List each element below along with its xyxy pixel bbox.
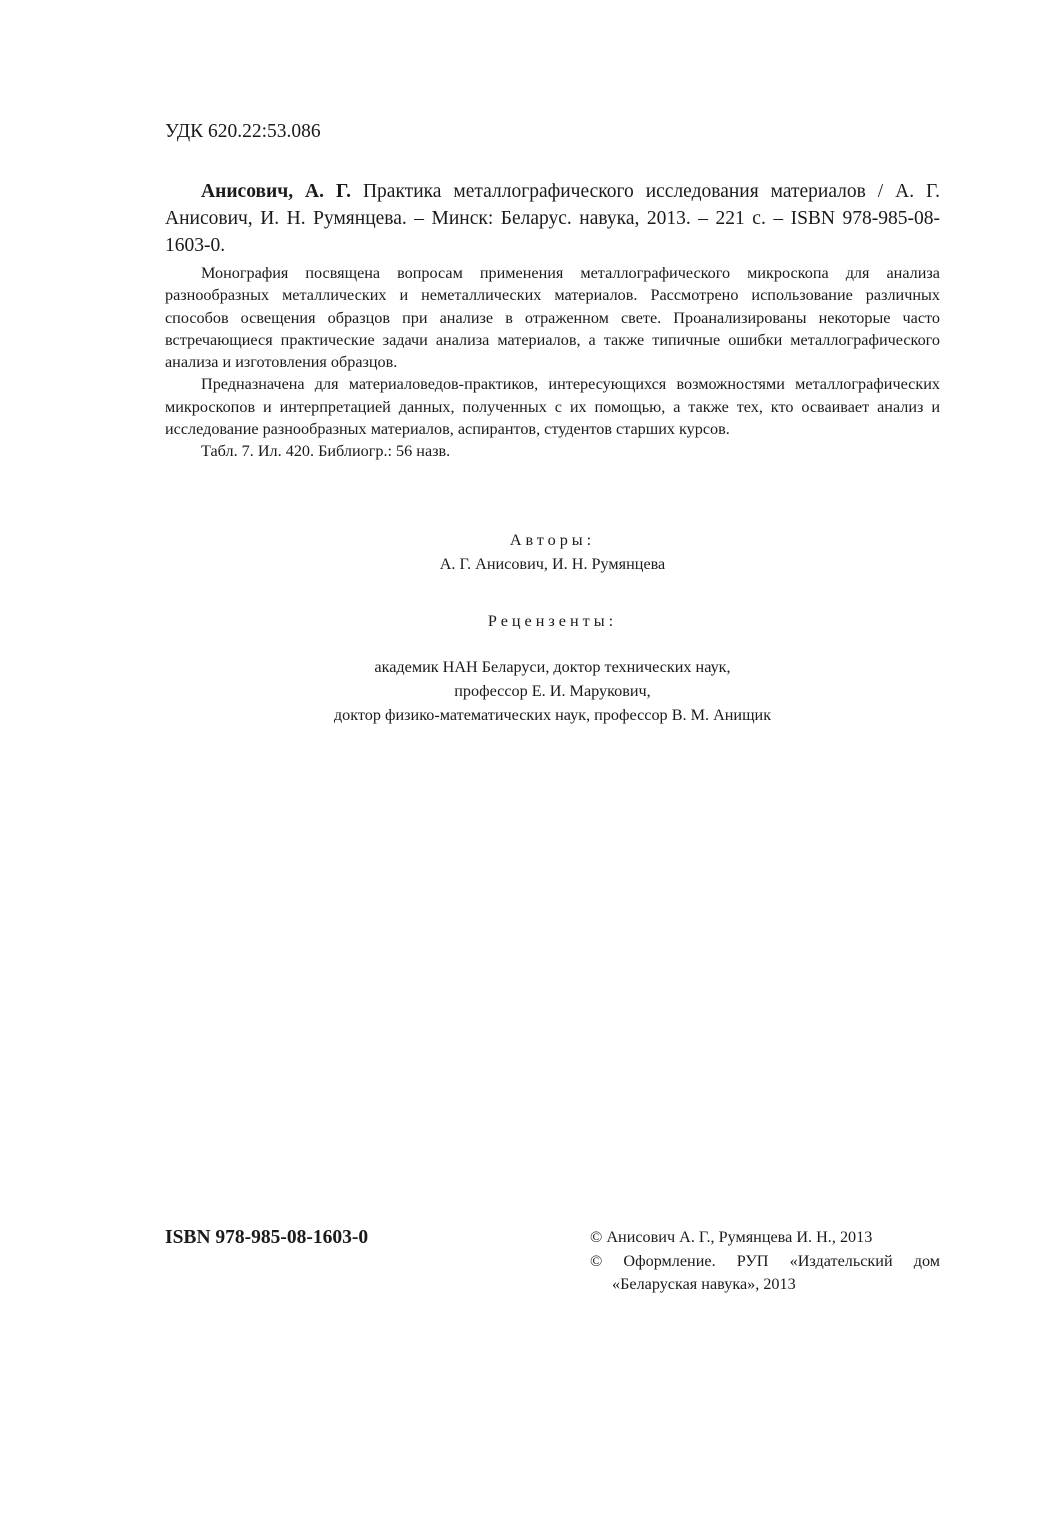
isbn: ISBN 978-985-08-1603-0 — [165, 1227, 369, 1248]
copyright-line: «Беларуская навука», 2013 — [612, 1275, 796, 1293]
biblio-author: Анисович, А. Г. — [201, 181, 352, 202]
reviewers-line: доктор физико-математических наук, профессор В. М. Анищик — [333, 706, 772, 724]
reviewers-heading: Рецензенты: — [487, 612, 618, 630]
copyright-line: © Анисович А. Г., Румянцева И. Н., 2013 — [590, 1228, 873, 1246]
abstract — [165, 262, 940, 463]
reviewers-block — [165, 609, 940, 727]
reviewers-line: академик НАН Беларуси, доктор технических наук, — [374, 658, 731, 676]
bibliographic-entry — [165, 178, 940, 259]
authors-block — [165, 528, 940, 576]
copyright-block — [590, 1226, 940, 1297]
reviewers-line: профессор Е. И. Марукович, — [454, 682, 651, 700]
copyright-line: © Оформление. РУП «Издательский дом — [590, 1251, 940, 1270]
abstract-paragraph: Монография посвящена вопросам применения металлографического микроскопа для анализа разнообразных металлических и неметаллических материалов. Рассмотрено использование различных способов освещения образцов при анализе в отраженном свете. Проанализированы некоторые часто встречающиеся практические задачи анализа материалов, а также типичные ошибки металлографического анализа и изготовления образцов. — [165, 264, 940, 372]
authors-names: А. Г. Анисович, И. Н. Румянцева — [439, 555, 666, 573]
biblio-description: Практика металлографического исследования материалов / А. Г. Анисович, И. Н. Румянцева. – Минск: Беларус. навука, 2013. – 221 с. – ISBN 978-985-08-1603-0. — [165, 181, 940, 256]
abstract-paragraph: Предназначена для материаловедов-практиков, интересующихся возможностями металлографических микроскопов и интерпретацией данных, полученных с их помощью, а также тех, кто осваивает анализ и исследование разнообразных материалов, аспирантов, студентов старших курсов. — [165, 375, 940, 439]
abstract-stats: Табл. 7. Ил. 420. Библиогр.: 56 назв. — [201, 442, 451, 461]
udk-code: УДК 620.22:53.086 — [165, 121, 321, 142]
authors-heading: Авторы: — [509, 531, 596, 549]
